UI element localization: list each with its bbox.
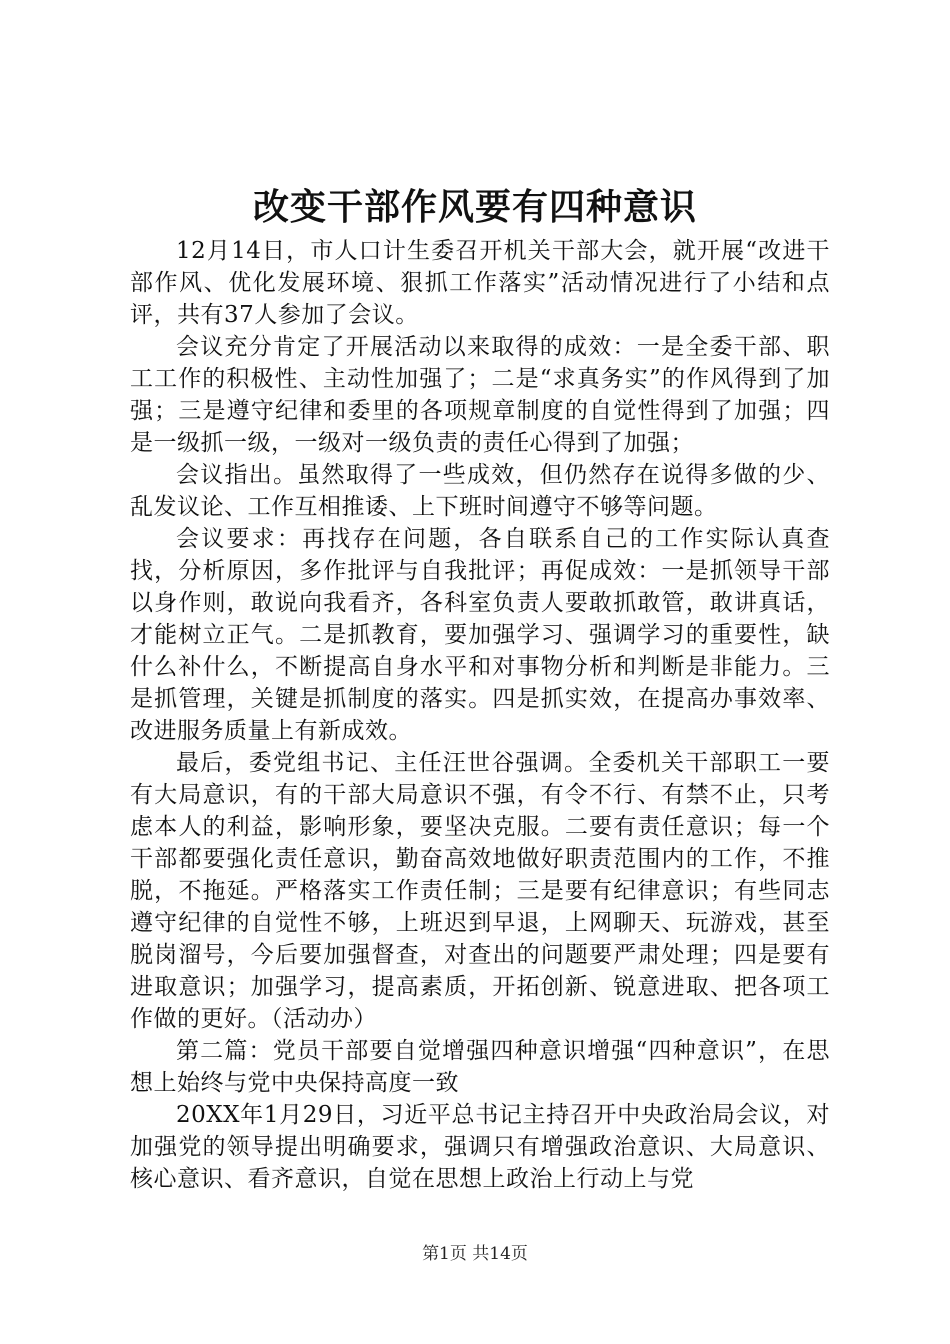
section-heading-paragraph: 第二篇：党员干部要自觉增强四种意识增强“四种意识”，在思想上始终与党中央保持高度一致: [130, 1038, 830, 1096]
paragraph: 会议指出。虽然取得了一些成效，但仍然存在说得多做的少、乱发议论、工作互相推诿、上下班时间遵守不够等问题。: [130, 462, 830, 520]
page-number-footer: 第1页 共14页: [422, 1244, 528, 1264]
paragraph: 会议要求：再找存在问题，各自联系自己的工作实际认真查找，分析原因，多作批评与自我批评；再促成效：一是抓领导干部以身作则，敢说向我看齐，各科室负责人要敢抓敢管，敢讲真话，才能树立正气。二是抓教育，要加强学习、强调学习的重要性，缺什么补什么，不断提高自身水平和对事物分析和判断是非能力。三是抓管理，关键是抓制度的落实。四是抓实效，在提高办事效率、改进服务质量上有新成效。: [130, 526, 830, 744]
paragraph: 12月14日，市人口计生委召开机关干部大会，就开展“改进干部作风、优化发展环境、狠抓工作落实”活动情况进行了小结和点评，共有37人参加了会议。: [130, 238, 830, 328]
paragraph: 20XX年1月29日，习近平总书记主持召开中央政治局会议，对加强党的领导提出明确要求，强调只有增强政治意识、大局意识、核心意识、看齐意识，自觉在思想上政治上行动上与党: [130, 1102, 830, 1192]
paragraph: 会议充分肯定了开展活动以来取得的成效：一是全委干部、职工工作的积极性、主动性加强了；二是“求真务实”的作风得到了加强；三是遵守纪律和委里的各项规章制度的自觉性得到了加强；四是一级抓一级，一级对一级负责的责任心得到了加强；: [130, 334, 830, 456]
document-body: [130, 235, 830, 1195]
document-title: 改变干部作风要有四种意识: [252, 186, 697, 228]
paragraph: 最后，委党组书记、主任汪世谷强调。全委机关干部职工一要有大局意识，有的干部大局意识不强，有令不行、有禁不止，只考虑本人的利益，影响形象，要坚决克服。二要有责任意识；每一个干部都要强化责任意识，勤奋高效地做好职责范围内的工作，不推脱，不拖延。严格落实工作责任制；三是要有纪律意识；有些同志遵守纪律的自觉性不够，上班迟到早退，上网聊天、玩游戏，甚至脱岗溜号，今后要加强督查，对查出的问题要严肃处理；四是要有进取意识；加强学习，提高素质，开拓创新、锐意进取、把各项工作做的更好。（活动办）: [130, 750, 830, 1032]
